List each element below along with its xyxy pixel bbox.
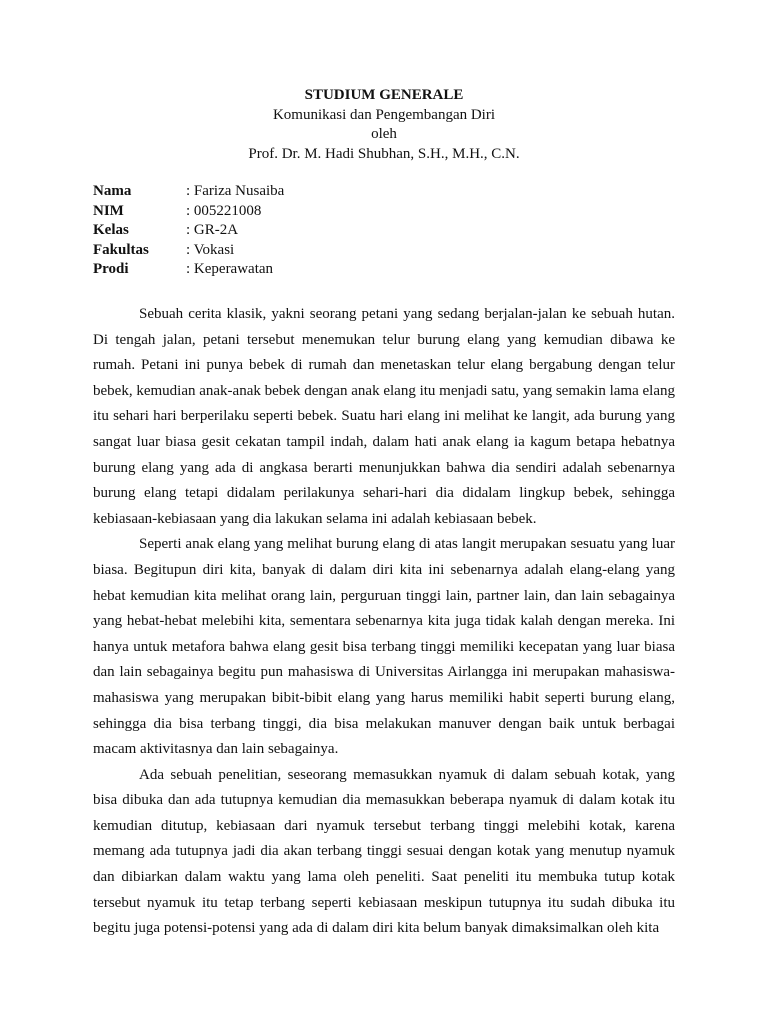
info-label: NIM bbox=[93, 202, 124, 219]
student-info bbox=[93, 182, 284, 280]
document-body bbox=[93, 302, 675, 942]
info-row-kelas bbox=[93, 221, 284, 241]
info-row-prodi bbox=[93, 260, 284, 280]
document-title: STUDIUM GENERALE bbox=[304, 87, 464, 103]
document-by-line: oleh bbox=[371, 126, 397, 142]
body-paragraph: Seperti anak elang yang melihat burung elang di atas langit merupakan sesuatu yang luar biasa. Begitupun diri kita, banyak di dalam diri kita ini sebenarnya adalah elang-elang yang hebat kemudian kita melihat orang lain, perguruan tinggi lain, partner lain, dan lain sebagainya yang hebat-hebat melebihi kita, sementara sebenarnya kita juga tidak kalah dengan mereka. Ini hanya untuk metafora bahwa elang gesit bisa terbang tinggi memiliki kecepatan yang luar biasa dan lain sebagainya begitu pun mahasiswa di Universitas Airlangga ini merupakan mahasiswa-mahasiswa yang merupakan bibit-bibit elang yang harus memiliki habit seperti burung elang, sehingga dia bisa terbang tinggi, dia bisa melakukan manuver dengan baik untuk berbagai macam aktivitasnya dan lain sebagainya. bbox=[93, 536, 675, 758]
info-value: : Keperawatan bbox=[186, 261, 274, 277]
info-value: : GR-2A bbox=[186, 222, 239, 238]
info-row-nama bbox=[93, 182, 284, 202]
info-label: Nama bbox=[93, 183, 132, 199]
info-value: : Fariza Nusaiba bbox=[186, 183, 285, 199]
document-author: Prof. Dr. M. Hadi Shubhan, S.H., M.H., C.N. bbox=[248, 145, 520, 162]
body-paragraph: Sebuah cerita klasik, yakni seorang petani yang sedang berjalan-jalan ke sebuah hutan. Di tengah jalan, petani tersebut menemukan telur burung elang yang kemudian dibawa ke rumah. Petani ini punya bebek di rumah dan menetaskan telur elang bergabung dengan telur bebek, kemudian anak-anak bebek dengan anak elang itu menjadi satu, yang semakin lama elang itu sehari hari berperilaku seperti bebek. Suatu hari elang ini melihat ke langit, ada burung yang sangat luar biasa gesit cekatan tampil indah, dalam hati anak elang ia kagum betapa hebatnya burung elang yang ada di angkasa berarti menunjukkan bahwa dia sendiri adalah sebenarnya burung elang tetapi didalam perilakunya sehari-hari dia didalam lingkup bebek, sehingga kebiasaan-kebiasaan yang dia lakukan selama ini adalah kebiasaan bebek. bbox=[93, 306, 675, 527]
info-row-fakultas bbox=[93, 241, 284, 261]
info-label: Kelas bbox=[93, 222, 129, 238]
document-subtitle: Komunikasi dan Pengembangan Diri bbox=[272, 106, 496, 123]
info-value: : 005221008 bbox=[186, 202, 262, 219]
info-label: Prodi bbox=[93, 261, 129, 277]
body-paragraph: Ada sebuah penelitian, seseorang memasukkan nyamuk di dalam sebuah kotak, yang bisa dibuka dan ada tutupnya kemudian dia memasukkan beberapa nyamuk di dalam kotak itu kemudian ditutup, kebiasaan dari nyamuk tersebut terbang tinggi melebihi kotak, karena memang ada tutupnya jadi dia akan terbang tinggi sesuai dengan kotak yang menutup nyamuk dan dibiarkan dalam waktu yang lama oleh peneliti. Saat peneliti itu membuka tutup kotak tersebut nyamuk itu tetap terbang seperti kebiasaan meskipun tutupnya itu sudah dibuka itu begitu juga potensi-potensi yang ada di dalam diri kita belum banyak dimaksimalkan oleh kita bbox=[93, 766, 675, 937]
document-header bbox=[0, 86, 768, 164]
info-label: Fakultas bbox=[93, 241, 149, 258]
info-value: : Vokasi bbox=[186, 241, 235, 258]
info-row-nim bbox=[93, 202, 284, 222]
